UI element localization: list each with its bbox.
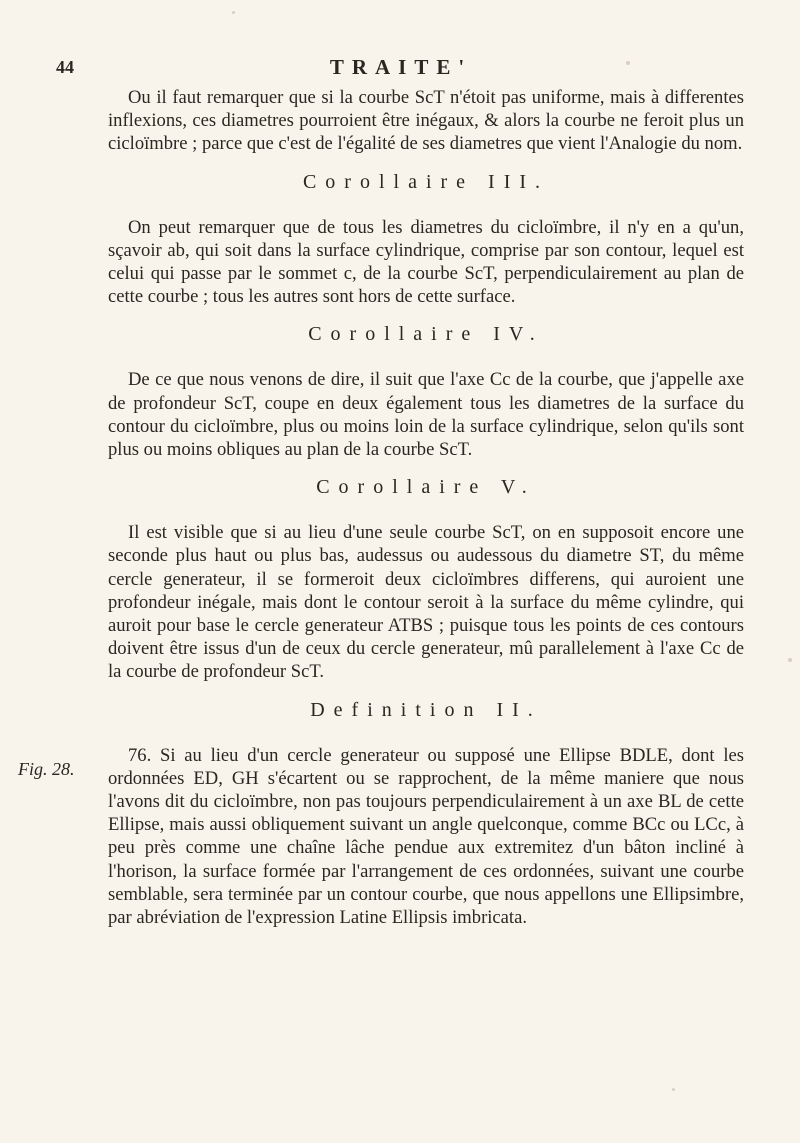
heading-definition-ii: Definition II. xyxy=(310,698,542,721)
paragraph-corollaire-v: Il est visible que si au lieu d'une seule courbe ScT, on en supposoit encore une seconde plus haut ou plus bas, audessus ou audessous du diametre ST, du même cercle generateur, il se formeroit deux cicloïmbres differens, qui auroient une profondeur inégale, mais dont le contour seroit à la surface du même cylindre, qui auroit pour base le cercle generateur ATBS ; puisque tous les points de ces contours doivent être issus d'un de ceux du cercle generateur, mû parallelement à l'axe Cc de la courbe de profondeur ScT. xyxy=(108,522,744,683)
paper-speck xyxy=(232,11,235,14)
paragraph-definition-ii: 76. Si au lieu d'un cercle generateur ou supposé une Ellipse BDLE, dont les ordonnées ED, GH s'écartent ou se rapprochent, de la même maniere que nous l'avons dit du cicloïmbre, non pas toujours perpendiculairement à un axe BL de cette Ellipse, mais aussi obliquement suivant un angle quelconque, comme BCc ou LCc, à peu près comme une chaîne lâche pendue aux extremitez d'un bâton incliné à l'horison, la surface formée par l'arrangement de ces ordonnées, suivant une courbe semblable, sera terminée par un contour courbe, que nous appellons une Ellipsimbre, par abréviation de l'expression Latine Ellipsis imbricata. xyxy=(108,744,744,929)
running-head xyxy=(56,55,746,85)
paper-speck xyxy=(626,61,630,65)
paragraph-remark: Ou il faut remarquer que si la courbe ScT n'étoit pas uniforme, mais à differentes inflexions, ces diametres pourroient être inégaux, & alors la courbe ne feroit plus un cicloïmbre ; parce que c'est de l'égalité de ses diametres que vient l'Analogie du nom. xyxy=(108,87,744,155)
paragraph-corollaire-iv: De ce que nous venons de dire, il suit que l'axe Cc de la courbe, que j'appelle axe de profondeur ScT, coupe en deux également tous les diametres de la surface du contour du cicloïmbre, plus ou moins loin de la surface cylindrique, selon qu'ils sont plus ou moins obliques au plan de la courbe ScT. xyxy=(108,369,744,461)
paper-speck xyxy=(788,658,792,662)
heading-corollaire-v: Corollaire V. xyxy=(316,476,536,499)
running-title: TRAITE' xyxy=(329,55,473,79)
paper-speck xyxy=(672,1088,675,1091)
main-text xyxy=(108,86,744,929)
paragraph-corollaire-iii: On peut remarquer que de tous les diametres du cicloïmbre, il n'y en a qu'un, sçavoir ab, qui soit dans la surface cylindrique, comprise par son contour, lequel est celui qui passe par le sommet c, de la courbe ScT, perpendiculairement au plan de cette courbe ; tous les autres sont hors de cette surface. xyxy=(108,216,744,308)
heading-corollaire-iii: Corollaire III. xyxy=(302,170,550,193)
page-number: 44 xyxy=(56,57,74,77)
heading-corollaire-iv: Corollaire IV. xyxy=(308,323,544,346)
figure-reference: Fig. 28. xyxy=(18,759,75,779)
